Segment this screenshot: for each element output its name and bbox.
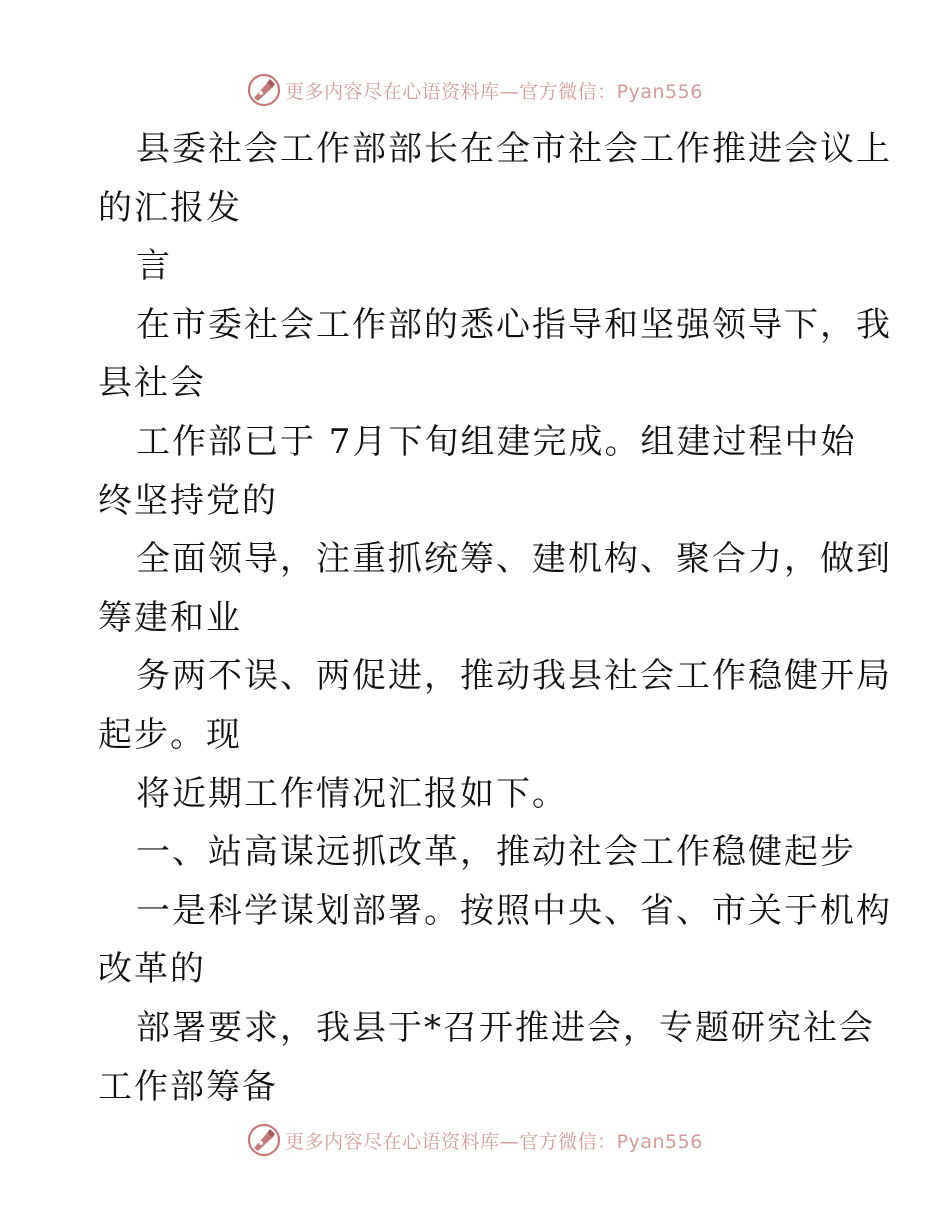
text-line: 的汇报发 xyxy=(98,187,242,228)
text-line: 县委社会工作部部长在全市社会工作推进会议上 xyxy=(136,129,892,169)
text-line: 务两不误、两促进，推动我县社会工作稳健开局 xyxy=(136,656,892,697)
text-line: 筹建和业 xyxy=(98,597,242,638)
text-line: 一、站高谋远抓改革，推动社会工作稳健起步 xyxy=(136,832,856,873)
text-line: 言 xyxy=(136,246,172,287)
text-line: 工作部已于 7月下旬组建完成。组建过程中始 xyxy=(136,421,857,462)
text-line: 部署要求，我县于*召开推进会，专题研究社会 xyxy=(136,1007,875,1048)
watermark-text: 更多内容尽在心语资料库—官方微信：Pyan556 xyxy=(285,80,703,103)
text-line: 起步。现 xyxy=(98,714,242,755)
pen-logo-icon xyxy=(247,1123,281,1157)
document-body xyxy=(98,120,898,1116)
pen-logo-icon xyxy=(247,73,281,107)
text-line: 改革的 xyxy=(98,949,206,990)
text-line: 将近期工作情况汇报如下。 xyxy=(136,773,568,814)
header-watermark xyxy=(0,70,950,110)
watermark-text: 更多内容尽在心语资料库—官方微信：Pyan556 xyxy=(285,1130,703,1153)
footer-watermark xyxy=(0,1120,950,1160)
text-line: 终坚持党的 xyxy=(98,480,278,521)
text-line: 县社会 xyxy=(98,363,206,404)
text-line: 一是科学谋划部署。按照中央、省、市关于机构 xyxy=(136,890,892,931)
text-line: 工作部筹备 xyxy=(98,1066,278,1107)
text-line: 在市委社会工作部的悉心指导和坚强领导下，我 xyxy=(136,304,892,345)
text-line: 全面领导，注重抓统筹、建机构、聚合力，做到 xyxy=(136,539,892,580)
